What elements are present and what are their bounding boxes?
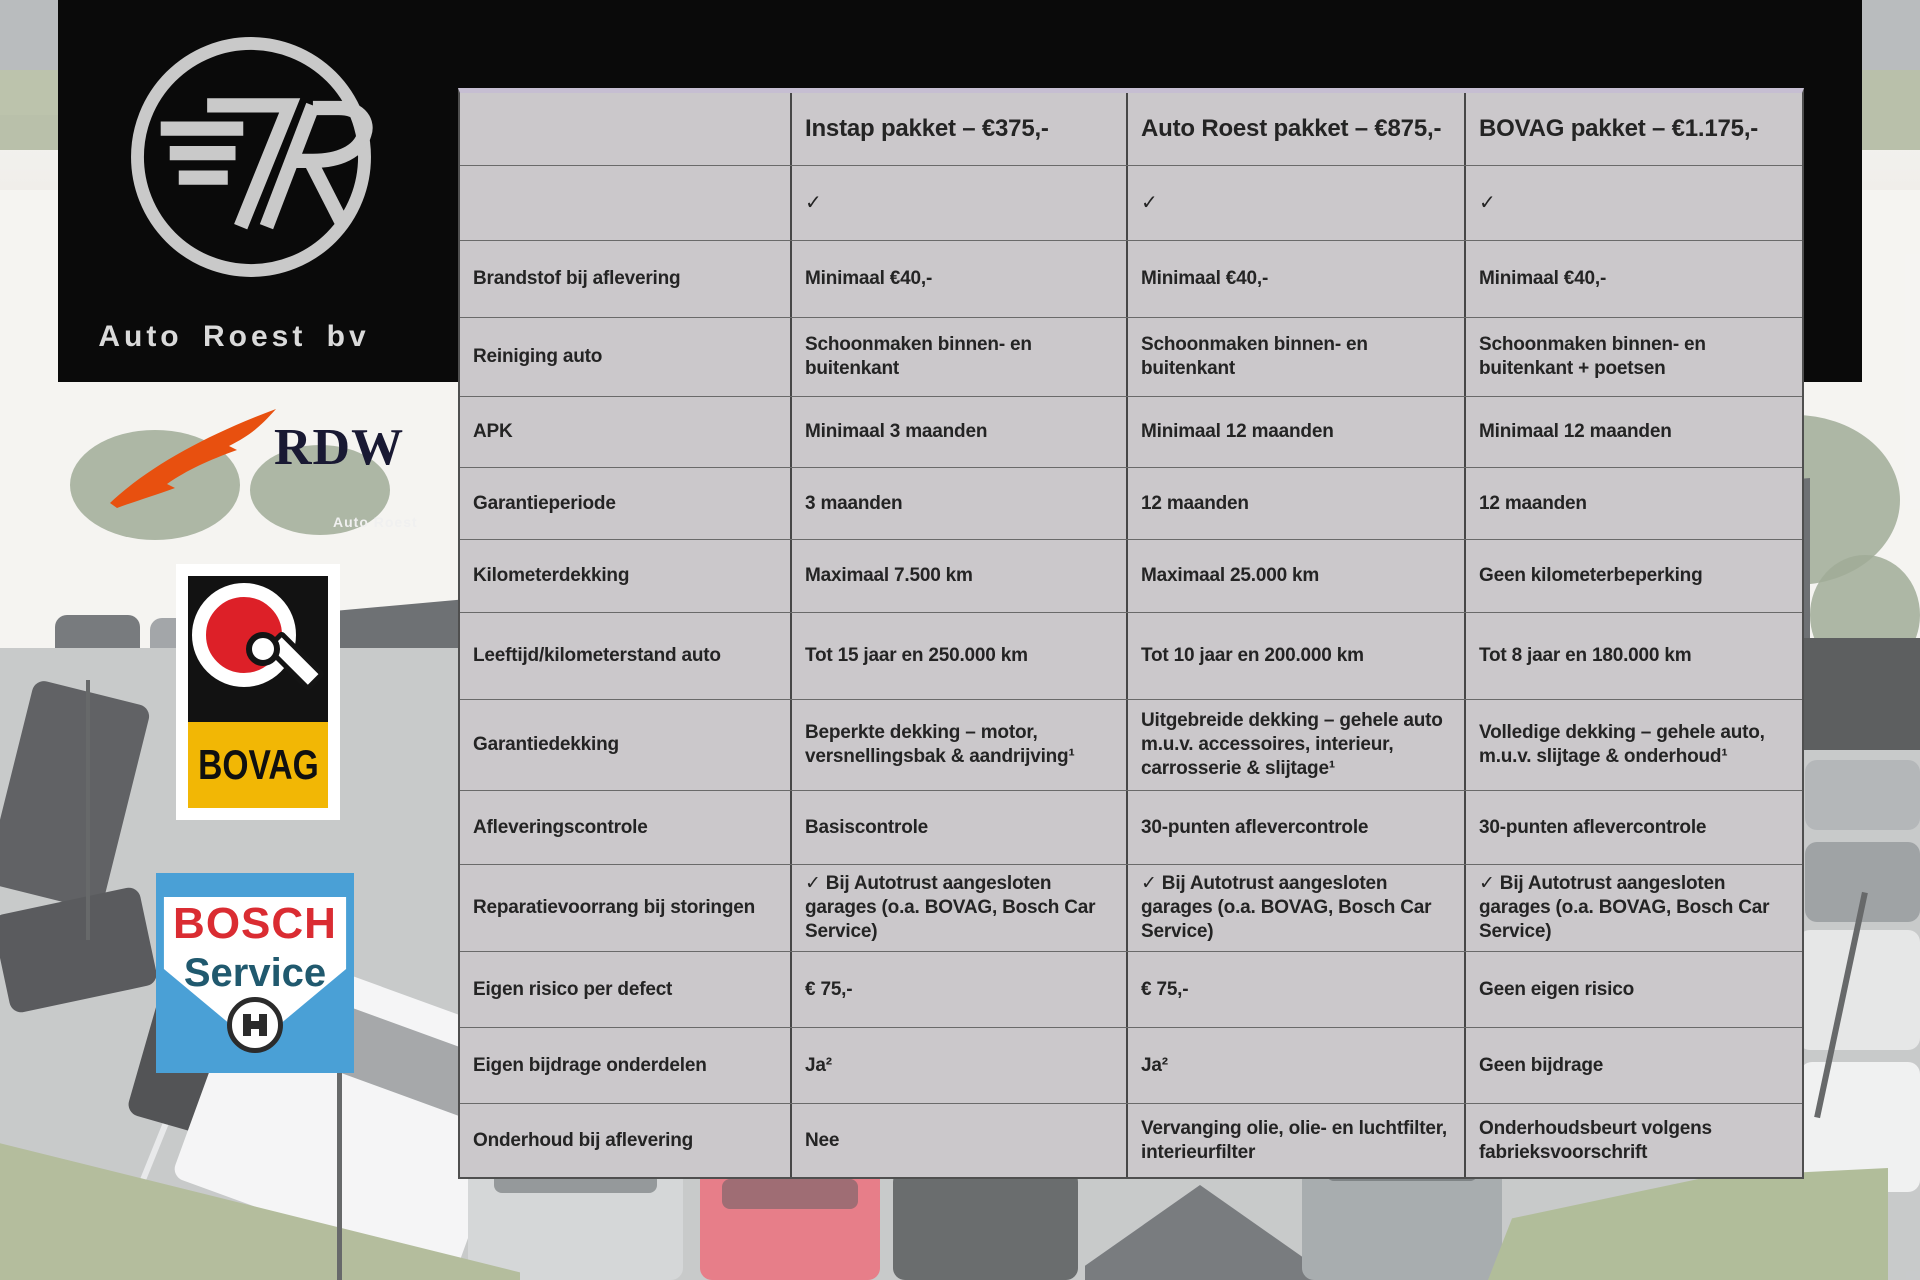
photo-trailer <box>1795 638 1920 750</box>
cell-value: Geen eigen risico <box>1464 952 1802 1027</box>
cell-value: Volledige dekking – gehele auto, m.u.v. slijtage & onderhoud¹ <box>1464 700 1802 790</box>
table-row-brandstof <box>460 240 1802 317</box>
cell-value: Maximaal 7.500 km <box>790 540 1126 612</box>
table-corner-cell <box>460 93 790 165</box>
row-label: Garantieperiode <box>473 492 616 514</box>
cell-value: Tot 10 jaar en 200.000 km <box>1126 613 1464 699</box>
table-row-garantieperiode <box>460 467 1802 539</box>
photo-car <box>1798 930 1920 1050</box>
photo-tree <box>1810 555 1920 675</box>
table-row-eigen-bijdrage <box>460 1027 1802 1103</box>
cell-value: Ja² <box>790 1028 1126 1103</box>
row-label: Reparatievoorrang bij storingen <box>473 897 756 919</box>
building-sign: Auto Roest <box>333 514 418 530</box>
cell-value: Basiscontrole <box>790 791 1126 864</box>
cell-value: € 75,- <box>790 952 1126 1027</box>
cell-value: Minimaal €40,- <box>1126 241 1464 317</box>
cell-value: ✓ Bij Autotrust aangesloten garages (o.a. BOVAG, Bosch Car Service) <box>1126 865 1464 951</box>
cell-value: Geen bijdrage <box>1464 1028 1802 1103</box>
cell-value: ✓ Bij Autotrust aangesloten garages (o.a. BOVAG, Bosch Car Service) <box>790 865 1126 951</box>
bovag-wordmark-panel <box>188 722 328 808</box>
cell-value: Tot 15 jaar en 250.000 km <box>790 613 1126 699</box>
bosch-service-wordmark: Service <box>183 951 327 995</box>
photo-car <box>0 885 159 1014</box>
photo-car <box>1800 1062 1920 1192</box>
cell-value: Nee <box>790 1104 1126 1177</box>
bosch-wordmark: BOSCH <box>173 899 337 948</box>
cell-value: 12 maanden <box>1126 468 1464 539</box>
bovag-emblem <box>188 576 328 722</box>
lamppost <box>1814 892 1868 1118</box>
package-comparison-table <box>458 88 1804 1179</box>
cell-value: Vervanging olie, olie- en luchtfilter, interieurfilter <box>1126 1104 1464 1177</box>
column-header-bovag: BOVAG pakket – €1.175,- <box>1464 93 1802 165</box>
cell-value: Maximaal 25.000 km <box>1126 540 1464 612</box>
table-header-row <box>460 93 1802 165</box>
table-row-onderhoud <box>460 1103 1802 1177</box>
photo-car <box>893 1170 1078 1280</box>
brand-name: Auto Roest bv <box>98 320 370 353</box>
cell-value: Schoonmaken binnen- en buitenkant <box>1126 318 1464 396</box>
bosch-anchor-icon <box>227 997 283 1053</box>
table-row-eigen-risico <box>460 951 1802 1027</box>
photo-car-red <box>700 1165 880 1280</box>
cell-value: Minimaal 12 maanden <box>1464 397 1802 467</box>
rdw-wordmark: RDW <box>274 419 405 476</box>
row-label: Eigen risico per defect <box>473 978 673 1000</box>
row-label: Onderhoud bij aflevering <box>473 1129 694 1151</box>
cell-value: Ja² <box>1126 1028 1464 1103</box>
table-row-garantiedekking <box>460 699 1802 790</box>
cell-value: Uitgebreide dekking – gehele auto m.u.v. accessoires, interieur, carrosserie & slijtage¹ <box>1126 700 1464 790</box>
cell-value: Tot 8 jaar en 180.000 km <box>1464 613 1802 699</box>
bosch-service-logo <box>156 873 354 1073</box>
row-label: Reiniging auto <box>473 346 603 368</box>
table-row-reiniging <box>460 317 1802 396</box>
row-label: Kilometerdekking <box>473 565 630 587</box>
cell-value: 30-punten aflevercontrole <box>1126 791 1464 864</box>
cell-value: 30-punten aflevercontrole <box>1464 791 1802 864</box>
cell-value: ✓ Bij Autotrust aangesloten garages (o.a. BOVAG, Bosch Car Service) <box>1464 865 1802 951</box>
column-header-auto-roest: Auto Roest pakket – €875,- <box>1126 93 1464 165</box>
row-label: Eigen bijdrage onderdelen <box>473 1054 707 1076</box>
column-header-instap: Instap pakket – €375,- <box>790 93 1126 165</box>
bovag-logo <box>176 564 340 820</box>
row-label <box>460 166 790 240</box>
bovag-wrench-eye-icon <box>246 632 280 666</box>
row-label: Leeftijd/kilometerstand auto <box>473 645 721 667</box>
cell-value: Minimaal 12 maanden <box>1126 397 1464 467</box>
rdw-logo <box>108 398 408 513</box>
row-label: Brandstof bij aflevering <box>473 268 681 290</box>
cell-value: Minimaal €40,- <box>790 241 1126 317</box>
cell-value: 3 maanden <box>790 468 1126 539</box>
photo-car <box>55 615 140 677</box>
table-row-afleveringscontrole <box>460 790 1802 864</box>
lamppost <box>86 680 90 940</box>
cell-value: Geen kilometerbeperking <box>1464 540 1802 612</box>
cell-value: Schoonmaken binnen- en buitenkant + poetsen <box>1464 318 1802 396</box>
bovag-wordmark: BOVAG <box>197 741 319 788</box>
photo-car <box>1805 760 1920 830</box>
photo-tent <box>1085 1185 1315 1280</box>
photo-car <box>0 679 152 912</box>
cell-value: € 75,- <box>1126 952 1464 1027</box>
cell-value: Minimaal 3 maanden <box>790 397 1126 467</box>
row-label: APK <box>473 421 513 443</box>
cell-value: 12 maanden <box>1464 468 1802 539</box>
parking-line <box>107 1047 199 1263</box>
cell-value: Schoonmaken binnen- en buitenkant <box>790 318 1126 396</box>
auto-roest-logo <box>122 28 380 286</box>
cell-value: Minimaal €40,- <box>1464 241 1802 317</box>
table-row-leeftijd <box>460 612 1802 699</box>
rdw-wing-icon <box>108 403 278 513</box>
table-row-reparatievoorrang <box>460 864 1802 951</box>
7r-monogram-icon <box>122 28 380 286</box>
table-row-kilometerdekking <box>460 539 1802 612</box>
photo-grass <box>1488 1168 1888 1280</box>
row-label: Garantiedekking <box>473 734 619 756</box>
photo-car <box>1805 842 1920 922</box>
table-row-apk <box>460 396 1802 467</box>
cell-value: Beperkte dekking – motor, versnellingsbak & aandrijving¹ <box>790 700 1126 790</box>
table-row-included <box>460 165 1802 240</box>
included-check: ✓ <box>1464 166 1802 240</box>
included-check: ✓ <box>1126 166 1464 240</box>
photo-grass <box>0 1128 520 1280</box>
included-check: ✓ <box>790 166 1126 240</box>
cell-value: Onderhoudsbeurt volgens fabrieksvoorschrift <box>1464 1104 1802 1177</box>
row-label: Afleveringscontrole <box>473 816 648 838</box>
parking-line <box>342 1067 434 1280</box>
